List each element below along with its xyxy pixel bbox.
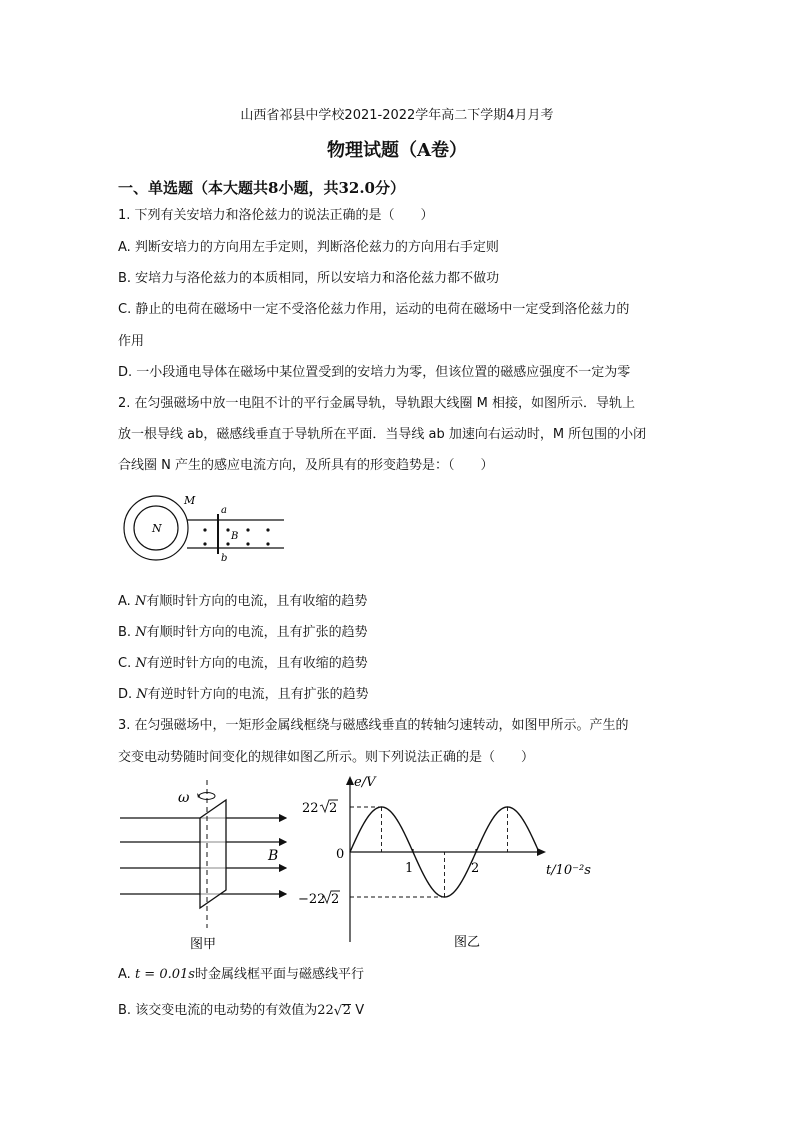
label-b: b	[221, 553, 228, 564]
tick-y-pos-value: 22	[302, 801, 319, 816]
label-B: B	[231, 531, 239, 542]
option-math: t = 0.01s	[134, 967, 195, 982]
tick-x-2: 2	[471, 861, 480, 876]
q3-emf-chart	[290, 772, 620, 958]
q3-option-a	[118, 967, 364, 983]
data-point	[475, 851, 476, 852]
option-unit: V	[355, 1003, 365, 1018]
q1-option-b: B. 安培力与洛伦兹力的本质相同，所以安培力和洛伦兹力都不做功	[118, 271, 500, 286]
label-N: N	[152, 522, 162, 535]
option-variable: N	[134, 594, 147, 609]
q1-option-d: D. 一小段通电导体在磁场中某位置受到的安培力为零，但该位置的磁感应强度不一定为零	[118, 365, 631, 380]
q3-rotating-frame-figure	[118, 778, 293, 958]
q3-stem-line2: 交变电动势随时间变化的规律如图乙所示。则下列说法正确的是（ ）	[118, 750, 535, 765]
data-point	[381, 806, 382, 807]
q1-option-a: A. 判断安培力的方向用左手定则，判断洛伦兹力的方向用右手定则	[118, 240, 499, 255]
option-text: 有顺时针方向的电流，且有收缩的趋势	[146, 594, 368, 609]
option-letter: A.	[118, 594, 131, 609]
q3-option-b	[118, 1003, 364, 1019]
data-point	[397, 820, 398, 821]
label-a: a	[221, 505, 227, 516]
option-math-radicand: 2	[342, 1003, 352, 1018]
option-variable: N	[136, 687, 148, 702]
data-point	[507, 806, 508, 807]
option-letter: D.	[118, 687, 133, 702]
tick-y-neg-value: −22	[298, 892, 326, 907]
data-point	[491, 820, 492, 821]
option-text: 有顺时针方向的电流，且有扩张的趋势	[146, 625, 368, 640]
option-variable: N	[135, 656, 147, 671]
rectangular-frame	[200, 800, 226, 908]
data-point	[349, 851, 350, 852]
data-point	[365, 820, 366, 821]
tick-x-1: 1	[405, 861, 414, 876]
option-letter: A.	[118, 967, 131, 982]
data-point	[444, 896, 445, 897]
option-math-sqrt: √ 2	[333, 1003, 352, 1019]
q2-option-c	[118, 656, 368, 672]
data-point	[412, 851, 413, 852]
data-point	[523, 820, 524, 821]
label-omega: ω	[178, 790, 190, 806]
data-point	[428, 883, 429, 884]
y-axis-arrow	[346, 776, 354, 785]
chart-axes	[346, 776, 546, 942]
option-letter: C.	[118, 656, 132, 671]
q2-option-a	[118, 594, 367, 610]
exam-title: 物理试题（A卷）	[327, 140, 467, 161]
option-variable: N	[135, 625, 147, 640]
origin-label: 0	[336, 847, 345, 862]
option-text: 有逆时针方向的电流，且有收缩的趋势	[146, 656, 368, 671]
data-point	[460, 883, 461, 884]
tick-y-neg-radicand: 2	[331, 892, 340, 907]
option-text: 时金属线框平面与磁感线平行	[194, 967, 364, 982]
q2-stem-line3: 合线圈 N 产生的感应电流方向，及所具有的形变趋势是：（ ）	[118, 458, 494, 473]
q2-stem-line2: 放一根导线 ab，磁感线垂直于导轨所在平面．当导线 ab 加速向右运动时，M 所包围的小闭	[118, 427, 647, 442]
caption-yi: 图乙	[454, 935, 481, 950]
label-M: M	[184, 494, 196, 507]
option-text: 该交变电流的电动势的有效值为	[135, 1003, 318, 1018]
q1-stem: 1. 下列有关安培力和洛伦兹力的说法正确的是（ ）	[118, 208, 434, 223]
x-axis-label: t/10⁻²s	[546, 863, 591, 878]
q2-stem-line1: 2. 在匀强磁场中放一电阻不计的平行金属导轨，导轨跟大线圈 M 相接，如图所示．导轨上	[118, 396, 636, 411]
q3-stem-line1: 3. 在匀强磁场中，一矩形金属线框绕与磁感线垂直的转轴匀速转动，如图甲所示。产生的	[118, 718, 629, 733]
caption-jia: 图甲	[190, 937, 217, 952]
option-math-value: 22	[317, 1003, 334, 1018]
q1-option-c-line2: 作用	[118, 334, 145, 349]
data-point	[538, 851, 539, 852]
exam-subtitle: 山西省祁县中学校2021-2022学年高二下学期4月月考	[240, 108, 554, 123]
q2-option-b	[118, 625, 368, 641]
option-letter: B.	[118, 1003, 132, 1018]
q2-option-d	[118, 687, 369, 703]
y-axis-label: e/V	[354, 775, 376, 790]
section-heading: 一、单选题（本大题共8小题，共32.0分）	[118, 179, 405, 197]
tick-y-pos-radicand: 2	[329, 801, 338, 816]
option-letter: B.	[118, 625, 132, 640]
label-B: B	[268, 848, 279, 864]
q1-option-c-line1: C. 静止的电荷在磁场中一定不受洛伦兹力作用，运动的电荷在磁场中一定受到洛伦兹力的	[118, 302, 630, 317]
option-text: 有逆时针方向的电流，且有扩张的趋势	[147, 687, 369, 702]
q2-coil-rail-figure	[118, 492, 288, 564]
